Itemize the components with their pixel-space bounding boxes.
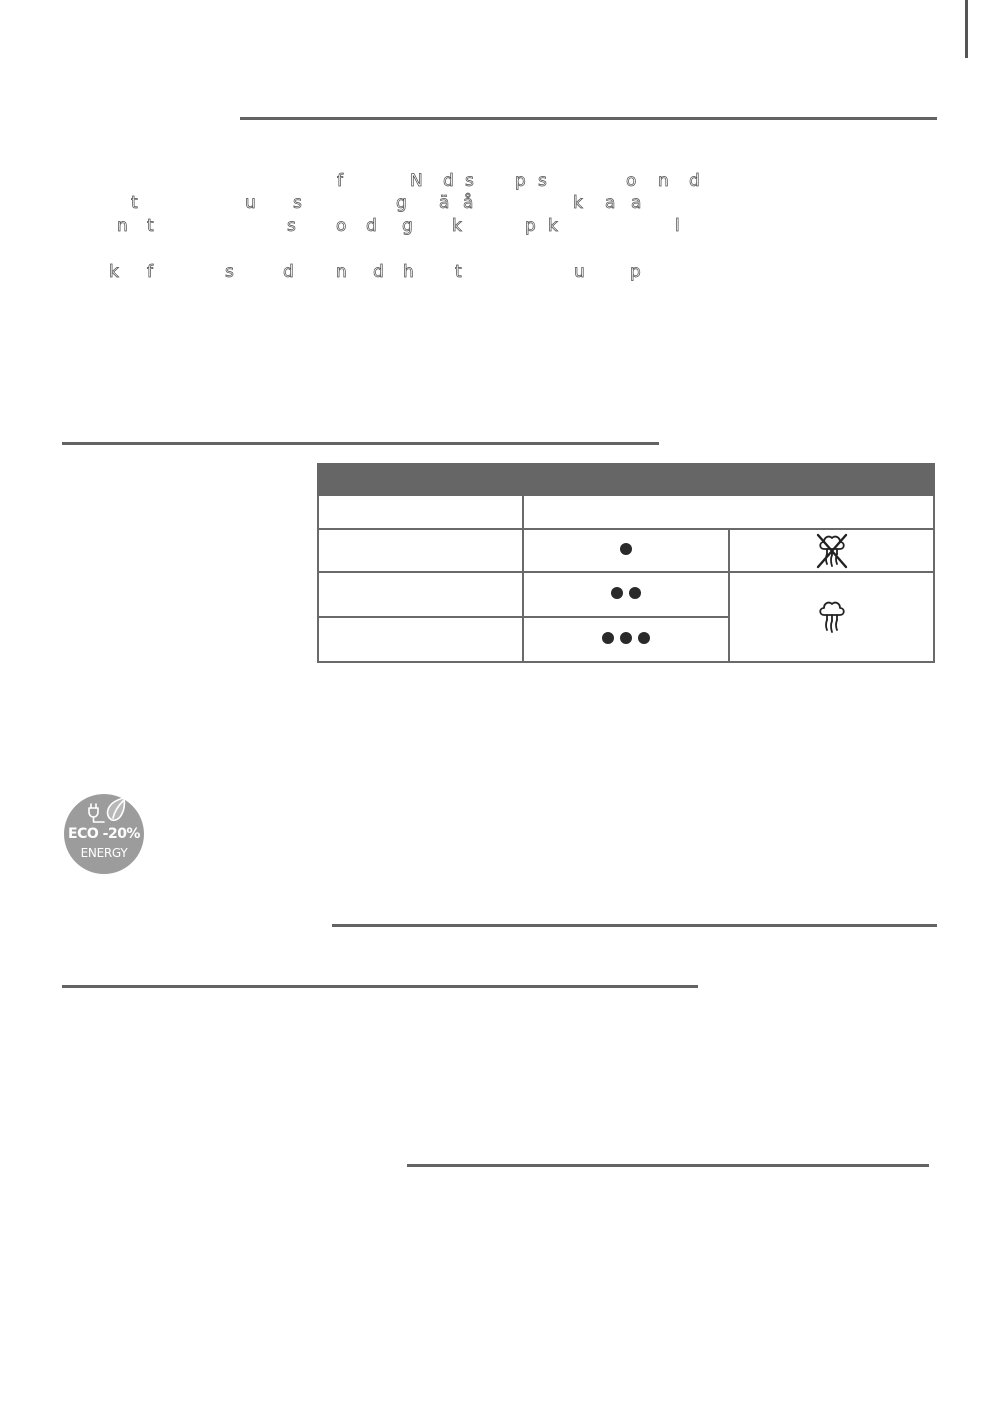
section-rule-2 (62, 442, 659, 445)
text-fragment: d (443, 171, 454, 191)
text-fragment: n (336, 262, 347, 282)
section-rule-5 (407, 1164, 929, 1167)
table-header-row (318, 464, 934, 495)
text-fragment: s (538, 171, 547, 191)
level-dots-cell (523, 617, 729, 662)
table-subheader-cell (523, 495, 934, 529)
level-dot (638, 632, 650, 644)
row-label-cell (318, 617, 523, 662)
level-dot (611, 587, 623, 599)
text-fragment: h (403, 262, 414, 282)
level-1-dots (620, 543, 632, 555)
text-fragment: g (396, 193, 407, 213)
text-fragment: a (605, 193, 616, 213)
steam-icon-cell (729, 572, 934, 662)
steam-level-table (317, 463, 935, 663)
level-2-dots (611, 587, 641, 599)
level-3-dots (602, 632, 650, 644)
text-fragment: t (147, 216, 154, 236)
text-fragment: N (410, 171, 423, 191)
level-dot (629, 587, 641, 599)
text-fragment: n (117, 216, 128, 236)
eco-label: ECO (68, 826, 99, 842)
text-fragment: f (337, 171, 343, 191)
eco-badge-line1 (64, 826, 144, 842)
text-fragment: d (283, 262, 294, 282)
table-header-cell (318, 464, 934, 495)
text-fragment: a (631, 193, 642, 213)
table-row (318, 529, 934, 572)
eco-badge-line2: ENERGY (80, 846, 128, 860)
text-fragment: k (109, 262, 119, 282)
section-rule-4 (62, 985, 698, 988)
eco-percent: -20% (102, 826, 140, 842)
level-dot (620, 543, 632, 555)
text-fragment: k (548, 216, 558, 236)
text-fragment: u (574, 262, 585, 282)
plug-leaf-icon (84, 796, 128, 826)
text-fragment: p (525, 216, 536, 236)
text-fragment: p (515, 171, 526, 191)
table-subheader-cell (318, 495, 523, 529)
text-fragment: n (658, 171, 669, 191)
text-fragment: s (465, 171, 474, 191)
text-fragment: s (225, 262, 234, 282)
text-fragment: u (245, 193, 256, 213)
text-fragment: g (402, 216, 413, 236)
text-fragment: s (287, 216, 296, 236)
level-dots-cell (523, 529, 729, 572)
eco-energy-badge (64, 794, 144, 874)
section-rule-3 (332, 924, 937, 927)
text-fragment: k (452, 216, 462, 236)
section-rule-1 (240, 117, 937, 120)
row-label-cell (318, 572, 523, 617)
text-fragment: t (131, 193, 138, 213)
table-row (318, 572, 934, 617)
text-fragment: d (373, 262, 384, 282)
text-line-4 (0, 0, 1004, 282)
text-fragment: o (336, 216, 347, 236)
steam-icon (817, 599, 847, 635)
level-dot (620, 632, 632, 644)
text-fragment: å (463, 193, 474, 213)
text-fragment: t (455, 262, 462, 282)
table-subheader-row (318, 495, 934, 529)
text-fragment: l (675, 216, 680, 236)
text-fragment: ä (439, 193, 450, 213)
text-fragment: o (626, 171, 637, 191)
text-fragment: s (293, 193, 302, 213)
text-fragment: p (630, 262, 641, 282)
text-fragment: f (147, 262, 153, 282)
text-fragment: d (689, 171, 700, 191)
steam-icon-cell (729, 529, 934, 572)
level-dot (602, 632, 614, 644)
steam-off-icon (815, 532, 849, 570)
level-dots-cell (523, 572, 729, 617)
text-fragment: d (366, 216, 377, 236)
row-label-cell (318, 529, 523, 572)
text-fragment: k (573, 193, 583, 213)
